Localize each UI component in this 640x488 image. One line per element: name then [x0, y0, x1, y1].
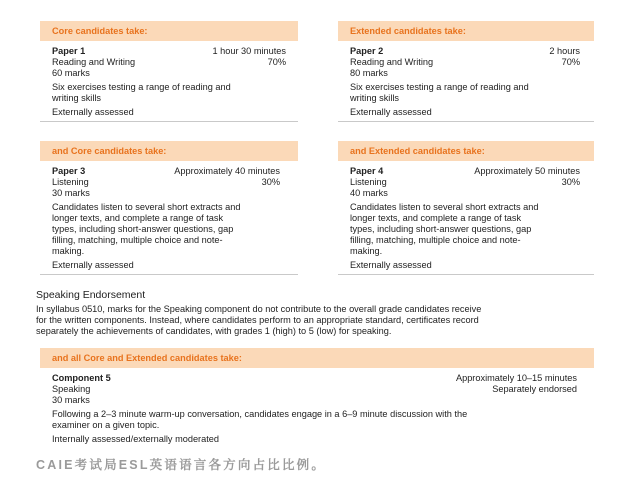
paper-2-desc-2: writing skills — [350, 93, 400, 103]
component-5-skill: Speaking — [52, 384, 91, 394]
paper-4-desc-1: Candidates listen to several short extracts and — [350, 202, 539, 212]
paper-4-desc-5: making. — [350, 246, 383, 256]
paper-3-desc-1: Candidates listen to several short extracts and — [52, 202, 241, 212]
paper-3-desc-5: making. — [52, 246, 85, 256]
component-5-name: Component 5 — [52, 373, 111, 383]
paper-4-desc-4: filling, matching, multiple choice and note- — [350, 235, 521, 245]
paper-2-marks: 80 marks — [350, 68, 388, 78]
paper-4-duration: Approximately 50 minutes — [474, 166, 580, 176]
component-5-desc-1: Following a 2–3 minute warm-up conversation, candidates engage in a 6–9 minute discussion with the — [52, 409, 468, 419]
paper-4-box — [338, 141, 594, 275]
paper-1-marks: 60 marks — [52, 68, 90, 78]
paper-1-duration: 1 hour 30 minutes — [212, 46, 286, 56]
speaking-endorsement-title: Speaking Endorsement — [36, 289, 146, 301]
paper-2-box — [338, 21, 594, 122]
paper-1-name: Paper 1 — [52, 46, 86, 56]
component-5-box — [40, 348, 594, 445]
footer-caption: CAIE考试局ESL英语语言各方向占比比例。 — [36, 458, 327, 472]
paper-2-header: Extended candidates take: — [338, 21, 594, 41]
paper-2-desc-1: Six exercises testing a range of reading and — [350, 82, 529, 92]
paper-1-box — [40, 21, 298, 122]
paper-3-desc-4: filling, matching, multiple choice and note- — [52, 235, 223, 245]
speaking-para-line-1: In syllabus 0510, marks for the Speaking component do not contribute to the overall grade candidates receive — [36, 304, 482, 314]
paper-1-skill: Reading and Writing — [52, 57, 136, 67]
paper-2-assessment: Externally assessed — [350, 107, 432, 117]
paper-1-header: Core candidates take: — [40, 21, 298, 41]
component-5-assessment: Internally assessed/externally moderated — [52, 434, 219, 444]
paper-2-name: Paper 2 — [350, 46, 384, 56]
paper-3-skill: Listening — [52, 177, 89, 187]
paper-2-weight: 70% — [561, 57, 580, 67]
paper-3-box — [40, 141, 298, 275]
paper-3-assessment: Externally assessed — [52, 260, 134, 270]
paper-3-name: Paper 3 — [52, 166, 86, 176]
paper-3-desc-3: types, including short-answer questions, gap — [52, 224, 234, 234]
paper-2-skill: Reading and Writing — [350, 57, 434, 67]
component-5-weight: Separately endorsed — [492, 384, 577, 394]
paper-1-desc-2: writing skills — [52, 93, 102, 103]
paper-3-duration: Approximately 40 minutes — [174, 166, 280, 176]
paper-4-assessment: Externally assessed — [350, 260, 432, 270]
paper-2-duration: 2 hours — [549, 46, 580, 56]
paper-1-assessment: Externally assessed — [52, 107, 134, 117]
component-5-desc-2: examiner on a given topic. — [52, 420, 160, 430]
paper-3-marks: 30 marks — [52, 188, 90, 198]
paper-4-skill: Listening — [350, 177, 387, 187]
paper-3-weight: 30% — [261, 177, 280, 187]
paper-1-desc-1: Six exercises testing a range of reading and — [52, 82, 231, 92]
component-5-header: and all Core and Extended candidates take: — [40, 348, 594, 368]
paper-4-desc-3: types, including short-answer questions, gap — [350, 224, 532, 234]
speaking-para-line-3: separately the achievements of candidates, with grades 1 (high) to 5 (low) for speaking. — [36, 326, 392, 336]
speaking-para-line-2: for the written components. Instead, where candidates perform to an appropriate standard, certificates record — [36, 315, 479, 325]
paper-4-header: and Extended candidates take: — [338, 141, 594, 161]
component-5-duration: Approximately 10–15 minutes — [455, 373, 577, 383]
paper-4-weight: 30% — [561, 177, 580, 187]
paper-3-header: and Core candidates take: — [40, 141, 298, 161]
paper-1-weight: 70% — [267, 57, 286, 67]
paper-3-desc-2: longer texts, and complete a range of task — [52, 213, 224, 223]
paper-4-marks: 40 marks — [350, 188, 388, 198]
speaking-endorsement-text — [36, 304, 606, 337]
component-5-marks: 30 marks — [52, 395, 90, 405]
paper-4-name: Paper 4 — [350, 166, 384, 176]
paper-4-desc-2: longer texts, and complete a range of task — [350, 213, 522, 223]
